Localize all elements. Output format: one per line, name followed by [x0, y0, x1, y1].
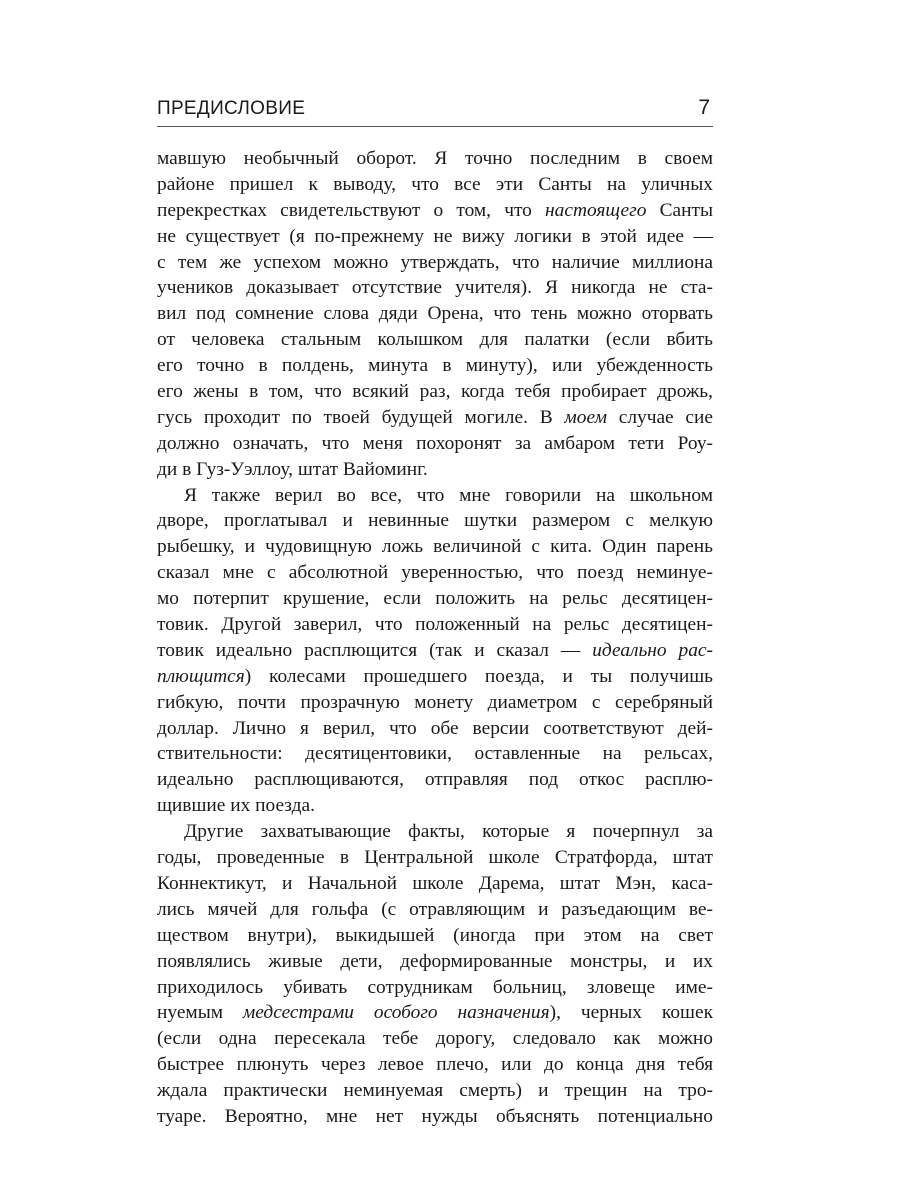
text-line: учеников доказывает отсутствие учителя). Я никогда не ста-: [157, 277, 713, 299]
text-line: приходилось убивать сотрудникам больниц, зловеще име-: [157, 976, 713, 998]
text-line: гибкую, почти прозрачную монету диаметром с серебряный: [157, 691, 713, 713]
running-head: [157, 96, 713, 127]
text-line: Коннектикут, и Начальной школе Дарема, штат Мэн, каса-: [157, 872, 713, 894]
text-line: его точно в полдень, минута в минуту), или убежденность: [157, 355, 713, 377]
text-line: не существует (я по-прежнему не вижу логики в этой идее —: [157, 225, 713, 247]
text-line: идеально расплющиваются, отправляя под откос расплю-: [157, 769, 713, 791]
text-line: районе пришел к выводу, что все эти Санты на уличных: [157, 173, 713, 195]
text-line: товик. Другой заверил, что положенный на рельс десятицен-: [157, 614, 713, 636]
text-line: рыбешку, и чудовищную ложь величиной с кита. Один парень: [157, 536, 713, 558]
text-line: мавшую необычный оборот. Я точно последним в своем: [157, 148, 713, 169]
text-line: лись мячей для гольфа (с отравляющим и разъедающим ве-: [157, 898, 713, 920]
text-line: ществом внутри), выкидышей (иногда при этом на свет: [157, 924, 713, 946]
text-line: ди в Гуз-Уэллоу, штат Вайоминг.: [157, 458, 428, 480]
text-line: туаре. Вероятно, мне нет нужды объяснять потенциально: [157, 1105, 713, 1127]
text-line: сказал мне с абсолютной уверенностью, что поезд неминуе-: [157, 562, 713, 584]
text-line: Я также верил во все, что мне говорили на школьном: [184, 484, 713, 506]
text-line: (если одна пересекала тебе дорогу, следовало как можно: [157, 1028, 713, 1050]
text-line: нуемым медсестрами особого назначения), черных кошек: [157, 1002, 714, 1024]
text-line: Другие захватывающие факты, которые я почерпнул за: [184, 821, 713, 843]
text-line: с тем же успехом можно утверждать, что наличие миллиона: [157, 251, 713, 273]
italic-emphasis: идеально рас-: [592, 639, 713, 661]
text-line: от человека стальным колышком для палатки (если вбить: [157, 329, 713, 351]
text-line: щившие их поезда.: [157, 795, 315, 817]
text-line: гусь проходит по твоей будущей могиле. В моем случае сие: [157, 406, 714, 428]
text-line: годы, проведенные в Центральной школе Стратфорда, штат: [157, 847, 713, 869]
italic-emphasis: моем: [564, 406, 607, 428]
text-line: появлялись живые дети, деформированные монстры, и их: [157, 950, 713, 972]
text-line: перекрестках свидетельствуют о том, что настоящего Санты: [157, 199, 713, 221]
text-line: плющится) колесами прошедшего поезда, и ты получишь: [157, 665, 713, 687]
paragraph: [157, 819, 713, 1130]
text-line: быстрее плюнуть через левое плечо, или до конца дня тебя: [157, 1054, 713, 1076]
text-line: вил под сомнение слова дяди Орена, что тень можно оторвать: [157, 303, 713, 325]
text-line: доллар. Лично я верил, что обе версии соответствуют дей-: [157, 717, 713, 739]
paragraph: [157, 483, 713, 820]
text-line: ждала практически неминуемая смерть) и трещин на тро-: [157, 1080, 713, 1102]
body-text: [157, 146, 713, 1130]
text-line: должно означать, что меня похоронят за амбаром тети Роу-: [157, 432, 713, 454]
text-line: ствительности: десятицентовики, оставленные на рельсах,: [157, 743, 713, 765]
page-number: 7: [698, 96, 710, 119]
italic-emphasis: плющится: [157, 665, 245, 687]
italic-emphasis: настоящего: [545, 199, 647, 221]
text-line: его жены в том, что всякий раз, когда тебя пробирает дрожь,: [157, 381, 713, 403]
text-line: товик идеально расплющится (так и сказал — идеально рас-: [157, 639, 713, 661]
italic-emphasis: медсестрами особого назначения: [242, 1002, 550, 1024]
text-line: мо потерпит крушение, если положить на рельс десятицен-: [157, 588, 713, 610]
text-line: дворе, проглатывал и невинные шутки размером с мелкую: [157, 510, 713, 532]
paragraph: [157, 146, 713, 483]
running-title: ПРЕДИСЛОВИЕ: [157, 98, 306, 119]
